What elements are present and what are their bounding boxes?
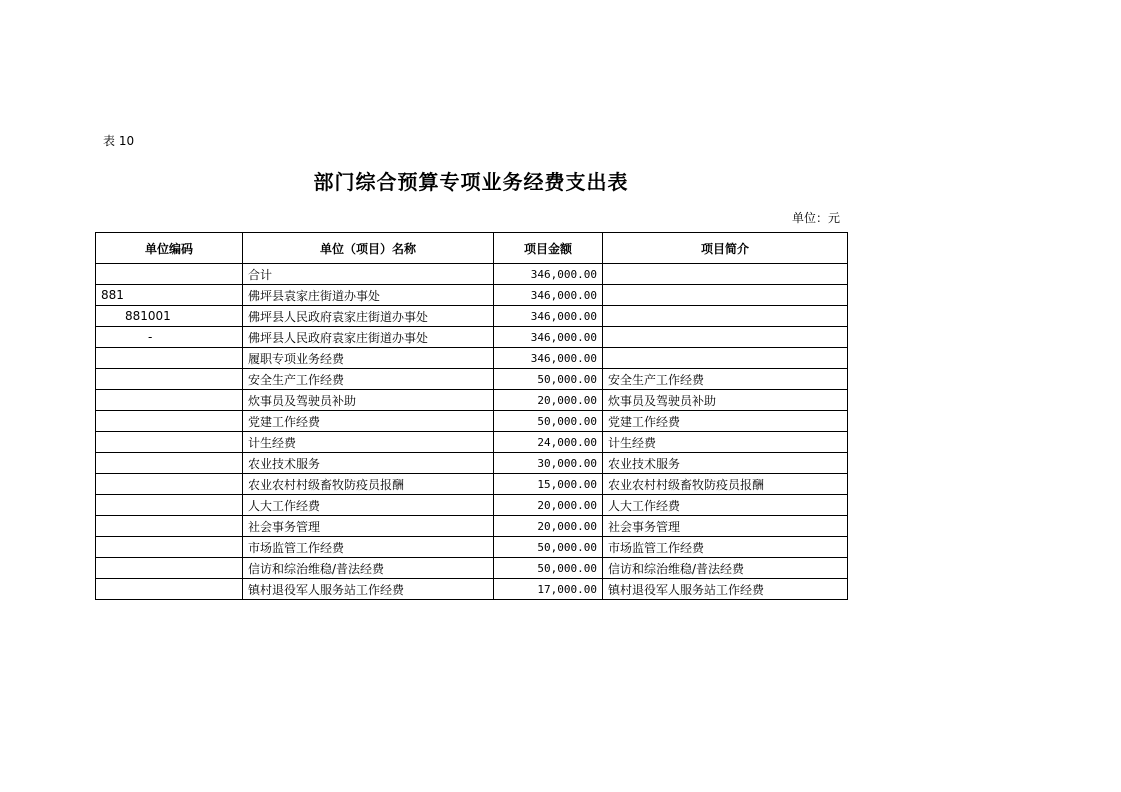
table-header-row [96, 233, 848, 264]
cell-unit-code [96, 390, 243, 411]
cell-unit-name: 信访和综治维稳/普法经费 [243, 558, 494, 579]
cell-unit-code [96, 558, 243, 579]
table-row [96, 537, 848, 558]
cell-unit-code [96, 369, 243, 390]
cell-unit-code [96, 411, 243, 432]
cell-description: 社会事务管理 [603, 516, 848, 537]
cell-unit-code [96, 348, 243, 369]
cell-unit-code: 881001 [96, 306, 243, 327]
cell-unit-name: 佛坪县人民政府袁家庄街道办事处 [243, 306, 494, 327]
cell-unit-code [96, 432, 243, 453]
cell-unit-name: 炊事员及驾驶员补助 [243, 390, 494, 411]
column-header-description: 项目简介 [603, 233, 848, 264]
column-header-amount: 项目金额 [494, 233, 603, 264]
table-row [96, 390, 848, 411]
cell-description: 市场监管工作经费 [603, 537, 848, 558]
cell-description: 安全生产工作经费 [603, 369, 848, 390]
cell-amount: 20,000.00 [494, 390, 603, 411]
cell-amount: 20,000.00 [494, 516, 603, 537]
table-row [96, 348, 848, 369]
cell-amount: 24,000.00 [494, 432, 603, 453]
cell-unit-name: 市场监管工作经费 [243, 537, 494, 558]
table-row [96, 306, 848, 327]
cell-unit-code: - [96, 327, 243, 348]
table-number: 表 10 [103, 134, 135, 148]
cell-unit-name: 佛坪县人民政府袁家庄街道办事处 [243, 327, 494, 348]
table-row [96, 579, 848, 600]
cell-description [603, 264, 848, 285]
cell-amount: 30,000.00 [494, 453, 603, 474]
table-row [96, 432, 848, 453]
table-row [96, 558, 848, 579]
cell-description [603, 285, 848, 306]
cell-amount: 15,000.00 [494, 474, 603, 495]
table-row [96, 495, 848, 516]
table-row [96, 516, 848, 537]
table-row [96, 474, 848, 495]
cell-unit-name: 农业农村村级畜牧防疫员报酬 [243, 474, 494, 495]
cell-description [603, 306, 848, 327]
cell-unit-code [96, 474, 243, 495]
cell-description: 农业技术服务 [603, 453, 848, 474]
cell-description: 计生经费 [603, 432, 848, 453]
cell-unit-code [96, 264, 243, 285]
column-header-code: 单位编码 [96, 233, 243, 264]
column-header-name: 单位（项目）名称 [243, 233, 494, 264]
cell-description: 党建工作经费 [603, 411, 848, 432]
table-row [96, 369, 848, 390]
table-row [96, 411, 848, 432]
cell-amount: 346,000.00 [494, 306, 603, 327]
cell-unit-code [96, 453, 243, 474]
cell-unit-code [96, 516, 243, 537]
budget-table [95, 232, 848, 600]
cell-unit-code [96, 579, 243, 600]
cell-unit-name: 佛坪县袁家庄街道办事处 [243, 285, 494, 306]
table-row [96, 264, 848, 285]
cell-unit-code: 881 [96, 285, 243, 306]
unit-label: 单位：元 [791, 211, 840, 225]
cell-amount: 346,000.00 [494, 264, 603, 285]
cell-amount: 50,000.00 [494, 537, 603, 558]
cell-unit-name: 农业技术服务 [243, 453, 494, 474]
cell-unit-name: 安全生产工作经费 [243, 369, 494, 390]
cell-unit-name: 社会事务管理 [243, 516, 494, 537]
cell-amount: 50,000.00 [494, 369, 603, 390]
cell-description: 信访和综治维稳/普法经费 [603, 558, 848, 579]
cell-description: 人大工作经费 [603, 495, 848, 516]
table-body [96, 264, 848, 600]
cell-description [603, 327, 848, 348]
cell-amount: 346,000.00 [494, 285, 603, 306]
cell-amount: 50,000.00 [494, 558, 603, 579]
cell-unit-name: 人大工作经费 [243, 495, 494, 516]
cell-unit-code [96, 495, 243, 516]
table-row [96, 327, 848, 348]
cell-amount: 20,000.00 [494, 495, 603, 516]
cell-unit-name: 计生经费 [243, 432, 494, 453]
cell-description: 镇村退役军人服务站工作经费 [603, 579, 848, 600]
table-row [96, 453, 848, 474]
cell-unit-code [96, 537, 243, 558]
cell-description: 农业农村村级畜牧防疫员报酬 [603, 474, 848, 495]
cell-unit-name: 履职专项业务经费 [243, 348, 494, 369]
cell-description [603, 348, 848, 369]
cell-amount: 346,000.00 [494, 348, 603, 369]
table-row [96, 285, 848, 306]
cell-description: 炊事员及驾驶员补助 [603, 390, 848, 411]
page-title: 部门综合预算专项业务经费支出表 [313, 170, 629, 194]
cell-unit-name: 合计 [243, 264, 494, 285]
cell-unit-name: 镇村退役军人服务站工作经费 [243, 579, 494, 600]
cell-amount: 17,000.00 [494, 579, 603, 600]
cell-amount: 50,000.00 [494, 411, 603, 432]
cell-unit-name: 党建工作经费 [243, 411, 494, 432]
cell-amount: 346,000.00 [494, 327, 603, 348]
